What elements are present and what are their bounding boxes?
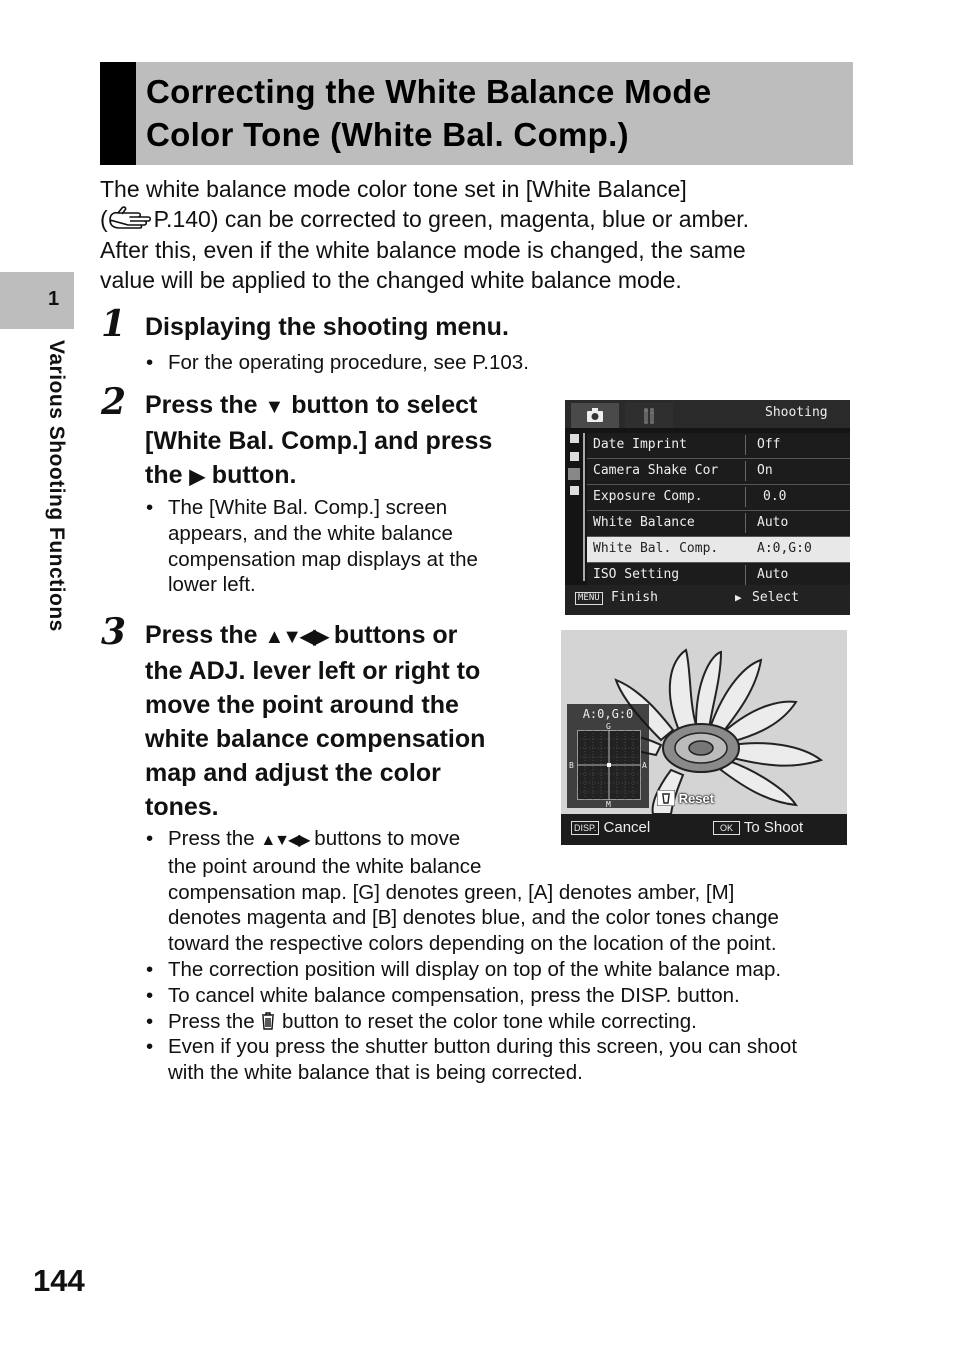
menu-page-marker bbox=[570, 452, 579, 461]
title-line-2: Color Tone (White Bal. Comp.) bbox=[146, 116, 629, 153]
step-2-heading bbox=[145, 388, 545, 494]
trash-icon bbox=[657, 790, 675, 806]
wrench-icon bbox=[625, 403, 673, 428]
step-3-bullet-1: • Press the ▲▼◀▶ buttons to move bbox=[146, 827, 461, 850]
down-arrow-icon: ▼ bbox=[264, 396, 285, 418]
step-3-heading bbox=[145, 618, 545, 824]
step-3-bullet-2: • The correction position will display on top of the white balance map. bbox=[146, 957, 782, 981]
intro-line-1: The white balance mode color tone set in [White Balance] bbox=[100, 176, 687, 202]
chapter-number: 1 bbox=[48, 288, 60, 310]
map-label-b: B bbox=[569, 761, 574, 770]
four-way-arrows-icon: ▲▼◀▶ bbox=[260, 832, 309, 849]
setup-tab bbox=[625, 403, 673, 428]
menu-scrollbar bbox=[583, 433, 585, 581]
step-3-bullet-4: • Press the button to reset the color tone while correcting. bbox=[146, 1009, 697, 1033]
pointing-hand-icon bbox=[108, 206, 154, 230]
step-3-h-5: map and adjust the color bbox=[145, 759, 441, 787]
step-3-h-4: white balance compensation bbox=[145, 725, 486, 753]
menu-row-value: Auto bbox=[757, 567, 789, 582]
b1-4: denotes magenta and [B] denotes blue, and the color tones change bbox=[168, 906, 779, 930]
play-icon: ▶ bbox=[735, 591, 742, 604]
step-2-b-1: The [White Bal. Comp.] screen bbox=[168, 496, 448, 519]
b1-5: toward the respective colors depending on the location of the point. bbox=[168, 932, 777, 956]
step-1-heading: Displaying the shooting menu. bbox=[145, 313, 509, 341]
intro-paren: ( bbox=[100, 206, 108, 232]
menu-tabs bbox=[565, 400, 850, 428]
menu-key-label: MENU bbox=[575, 592, 603, 605]
step-2-number: 2 bbox=[101, 381, 127, 423]
comp-point bbox=[607, 763, 611, 767]
title-banner bbox=[100, 62, 853, 165]
menu-page-marker-current bbox=[568, 468, 580, 480]
select-label: Select bbox=[752, 590, 799, 605]
b2: The correction position will display on top of the white balance map. bbox=[168, 957, 782, 981]
cancel-label: Cancel bbox=[603, 819, 651, 836]
intro-ref: P.140) can be corrected to green, magenta, blue or amber. bbox=[153, 206, 750, 232]
step-3-bullet-3: • To cancel white balance compensation, press the DISP. button. bbox=[146, 983, 740, 1007]
map-label-m: M bbox=[606, 800, 611, 809]
step-1-bullet-text: For the operating procedure, see P.103. bbox=[168, 351, 529, 374]
b3: To cancel white balance compensation, press the DISP. button. bbox=[168, 983, 740, 1007]
step-2-bullet: • The [White Bal. Comp.] screen appears, and the white balance compensation map displays at the lower left. bbox=[168, 495, 538, 598]
menu-row-label: White Bal. Comp. bbox=[593, 541, 719, 556]
menu-row-label: ISO Setting bbox=[593, 567, 680, 582]
menu-page-marker bbox=[570, 486, 579, 495]
reset-label: Reset bbox=[678, 791, 715, 806]
step-2-h-2: [White Bal. Comp.] and press bbox=[145, 427, 493, 455]
page-number: 144 bbox=[33, 1263, 85, 1298]
b5-1: Even if you press the shutter button during this screen, you can shoot bbox=[168, 1035, 798, 1059]
title-line-1: Correcting the White Balance Mode bbox=[146, 73, 712, 110]
step-3-h-6: tones. bbox=[145, 793, 219, 821]
step-1-number: 1 bbox=[101, 303, 127, 345]
b4a: Press the bbox=[168, 1009, 255, 1033]
title-black-bar bbox=[100, 62, 136, 165]
intro-line-2 bbox=[100, 204, 860, 235]
menu-row-label: Camera Shake Cor bbox=[593, 463, 719, 478]
menu-row-value: 0.0 bbox=[763, 489, 787, 504]
reset-hint bbox=[657, 790, 714, 808]
shooting-menu-screen bbox=[565, 400, 850, 615]
step-2-h-1a: Press the bbox=[145, 391, 258, 419]
step-3-h-2: the ADJ. lever left or right to bbox=[145, 657, 481, 685]
step-2-b-3: compensation map displays at the bbox=[168, 547, 478, 571]
menu-footer bbox=[565, 585, 850, 615]
intro-line-4: value will be applied to the changed white balance mode. bbox=[100, 267, 682, 293]
comp-readout: A:0,G:0 bbox=[582, 707, 634, 721]
finish-label: Finish bbox=[611, 590, 658, 605]
comp-map-grid[interactable] bbox=[577, 730, 641, 800]
menu-row[interactable] bbox=[587, 511, 850, 537]
b5-2: with the white balance that is being corrected. bbox=[168, 1061, 583, 1085]
step-3-number: 3 bbox=[101, 611, 127, 653]
step-3-h-1b: buttons or bbox=[333, 621, 458, 649]
camera-icon bbox=[571, 403, 619, 428]
menu-row-value: A:0,G:0 bbox=[757, 541, 812, 556]
four-way-arrows-icon: ▲▼◀▶ bbox=[264, 626, 327, 648]
menu-page-marker bbox=[570, 434, 579, 443]
disp-key-label: DISP. bbox=[571, 821, 599, 835]
menu-row-selected[interactable] bbox=[587, 537, 850, 563]
map-label-g: G bbox=[606, 722, 611, 731]
step-2-h-3b: button. bbox=[211, 461, 297, 489]
b1-3: compensation map. [G] denotes green, [A] denotes amber, [M] bbox=[168, 880, 735, 904]
b1-2: the point around the white balance bbox=[168, 854, 482, 878]
step-2-b-4: lower left. bbox=[168, 573, 256, 597]
menu-rows bbox=[587, 433, 850, 588]
b1-1a: Press the bbox=[168, 827, 255, 850]
ok-key-label: OK bbox=[713, 821, 740, 835]
menu-title: Shooting bbox=[765, 405, 828, 420]
camera-tab bbox=[571, 403, 619, 428]
chapter-label: Various Shooting Functions bbox=[45, 340, 68, 632]
step-2-b-2: appears, and the white balance bbox=[168, 521, 453, 545]
step-3-h-1a: Press the bbox=[145, 621, 258, 649]
map-label-a: A bbox=[642, 761, 647, 770]
menu-row-label: Exposure Comp. bbox=[593, 489, 703, 504]
to-shoot-label: To Shoot bbox=[743, 819, 804, 836]
menu-row-value: On bbox=[757, 463, 773, 478]
step-1-bullet: • For the operating procedure, see P.103. bbox=[146, 351, 529, 374]
menu-row[interactable] bbox=[587, 433, 850, 459]
menu-row-label: Date Imprint bbox=[593, 437, 687, 452]
menu-row-value: Off bbox=[757, 437, 781, 452]
b1-1b: buttons to move bbox=[314, 827, 461, 850]
intro-line-3: After this, even if the white balance mode is changed, the same bbox=[100, 237, 746, 263]
menu-row-label: White Balance bbox=[593, 515, 695, 530]
white-balance-comp-screen bbox=[561, 630, 847, 845]
b4b: button to reset the color tone while correcting. bbox=[282, 1009, 697, 1033]
step-3-bullet-5: • Even if you press the shutter button during this screen, you can shoot bbox=[146, 1035, 798, 1059]
trash-icon bbox=[260, 1011, 276, 1031]
menu-row[interactable] bbox=[587, 459, 850, 485]
right-arrow-icon: ▶ bbox=[189, 466, 205, 488]
step-3-bullets bbox=[146, 826, 868, 1086]
step-2-h-1b: button to select bbox=[291, 391, 478, 419]
menu-row-value: Auto bbox=[757, 515, 789, 530]
chapter-tab bbox=[0, 272, 74, 329]
step-2-h-3a: the bbox=[145, 461, 183, 489]
step-3-h-3: move the point around the bbox=[145, 691, 459, 719]
compensation-map bbox=[567, 704, 649, 808]
page-title bbox=[146, 70, 846, 156]
menu-row[interactable] bbox=[587, 485, 850, 511]
